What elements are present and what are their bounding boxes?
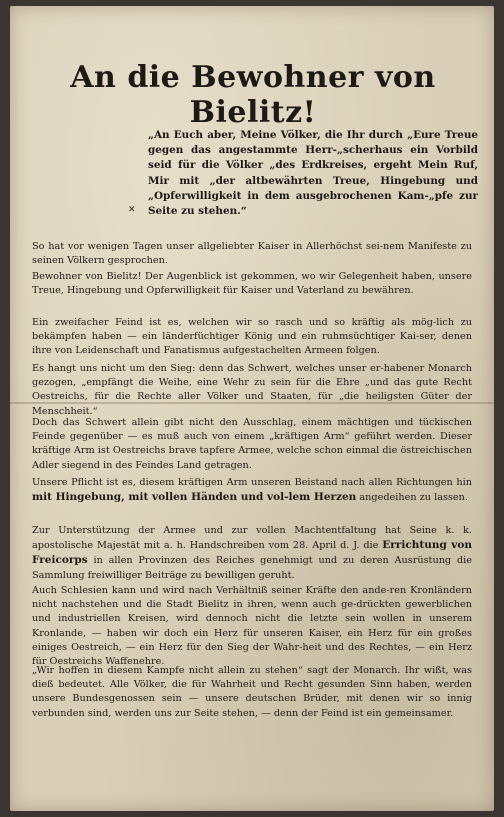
paragraph-enemy: Ein zweifacher Feind ist es, welchen wir so rasch und so kräftig als mög-lich zu bekämpfen haben — ein länderfüchtiger König und ein ruhmsüchtiger Kai-ser, denen ihre von Leidenschaft und Fanatismus aufgestachelten Armeen folgen. (32, 317, 472, 357)
freicorps-emphasis: Errichtung von Freicorps (32, 539, 472, 567)
margin-mark: ✕ (128, 205, 136, 215)
paragraph-army: Doch das Schwert allein gibt nicht den Ausschlag, einem mächtigen und tückischen Feinde gegenüber — es muß auch von einem „kräftigen Arm“ geführt werden. Dieser kräftige Arm ist Oestreichs brave tapfere Armee, welche schon einmal die östreichischen Adler siegend in des Feindes Land getragen. (32, 417, 472, 471)
duty-emphasis: mit Hingebung, mit vollen Händen und vol-lem Herzen (32, 491, 357, 504)
paragraph-silesia: Auch Schlesien kann und wird nach Verhältniß seiner Kräfte den ande-ren Kronländern nicht nachstehen und die Stadt Bielitz in ihren, wenn auch ge-drückten gewerblichen und industriellen Kreisen, wird dennoch nicht die letzte sein wollen in unserem Kronlande, — haben wir doch ein Herz für unseren Kaiser, ein Herz für ein großes einiges Oestreich, — ein Herz für den Sieg der Wahr-heit und des Rechtes, — ein Herz für Oestreichs Waffenehre. (32, 585, 472, 668)
emperor-quote: „An Euch aber, Meine Völker, die Ihr durch „Eure Treue gegen das angestammte Herr-„scherhaus ein Vorbild seid für die Völker „des Erdkreises, ergeht Mein Ruf, Mir mit „der altbewährten Treue, Hingebung und „Opferwilligkeit in dem ausgebrochenen Kam-„pfe zur Seite zu stehen.“ (148, 129, 478, 218)
poster-title: An die Bewohner von Bielitz! (70, 60, 436, 130)
paragraph-sword: Es hangt uns nicht um den Sieg: denn das Schwert, welches unser er-habener Monarch gezogen, „empfängt die Weihe, eine Wehr zu sein für die Ehre „und das gute Recht Oestreichs, für die Rechte aller Völker und Staaten, für „die heiligsten Güter der Menschheit.“ (32, 363, 472, 417)
paragraph-manifest: So hat vor wenigen Tagen unser allgeliebter Kaiser in Allerhöchst sei-nem Manifeste zu seinen Völkern gesprochen. (32, 241, 472, 267)
paragraph-appeal: Bewohner von Bielitz! Der Augenblick ist gekommen, wo wir Gelegenheit haben, unsere Treue, Hingebung und Opferwilligkeit für Kaiser und Vaterland zu bewähren. (32, 271, 472, 297)
duty-text-b: angedeihen zu lassen. (356, 492, 468, 504)
paragraph-freicorps (32, 524, 472, 583)
duty-text-a: Unsere Pflicht ist es, diesem kräftigen Arm unseren Beistand nach allen Richtungen hin (32, 477, 472, 488)
paragraph-hope: „Wir hoffen in diesem Kampfe nicht allein zu stehen“ sagt der Monarch. Ihr wißt, was dieß bedeutet. Alle Völker, die für Wahrheit und Recht gesunden Sinn haben, werden unsere Bundesgenossen sein — unsere deutschen Brüder, mit denen wir so innig verbunden sind, werden uns zur Seite stehen, — denn der Feind ist ein gemeinsamer. (32, 665, 472, 719)
freicorps-text-b: in allen Provinzen des Reiches genehmigt und zu deren Ausrüstung die Sammlung freiwilliger Beiträge zu bewilligen geruht. (32, 555, 472, 581)
freicorps-text-a: Zur Unterstützung der Armee und zur vollen Machtentfaltung hat Seine k. k. apostolische Majestät mit a. h. Handschreiben vom 28. April d. J. die (32, 525, 472, 552)
paragraph-duty (32, 476, 472, 505)
